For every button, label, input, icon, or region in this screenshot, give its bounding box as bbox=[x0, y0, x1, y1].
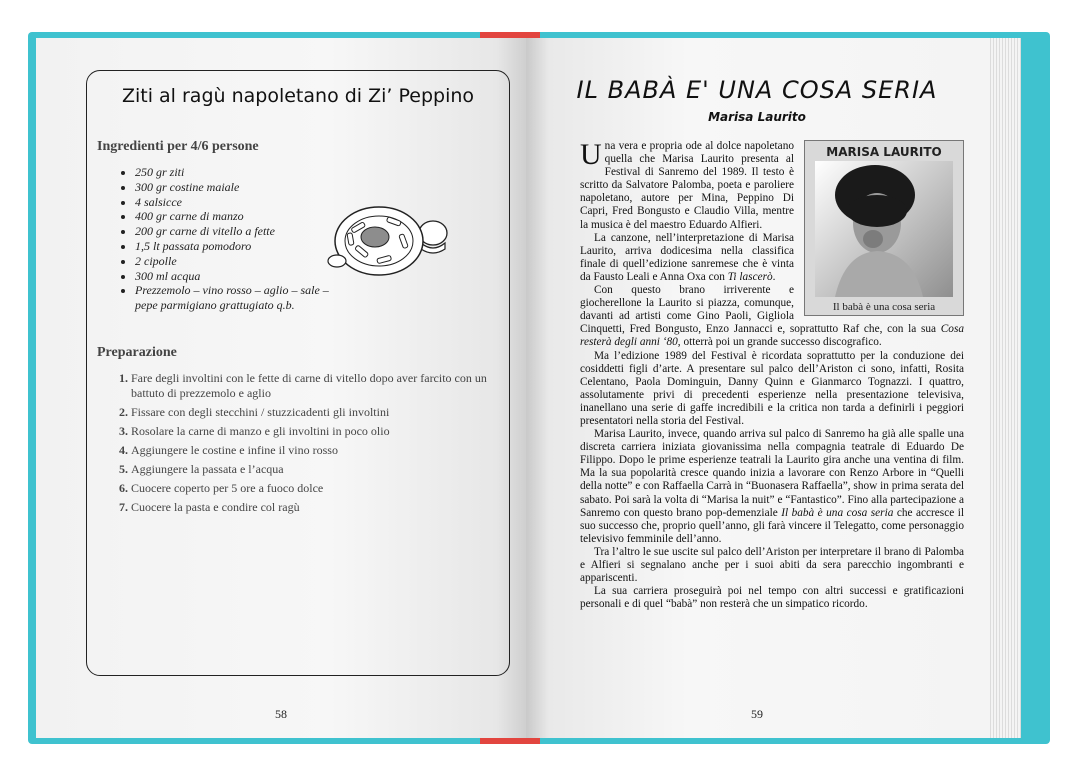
step-item: 1. Fare degli involtini con le fette di carne di vitello dopo aver farcito con un battuto di prezzemolo e aglio bbox=[131, 371, 491, 400]
preparation-steps bbox=[107, 371, 491, 519]
paragraph-6: Tra l’altro le sue uscite sul palco dell’Ariston per interpretare il brano di Palomba e Alfieri si segnalano anche per i suoi abiti da sera parecchio ingombranti e appariscenti. bbox=[580, 545, 964, 585]
ingredient-item: • 300 ml acqua bbox=[135, 269, 335, 284]
photo-caption: Il babà è una cosa seria bbox=[832, 301, 936, 313]
step-item: 3. Rosolare la carne di manzo e gli involtini in poco olio bbox=[131, 424, 491, 439]
step-item: 2. Fissare con degli stecchini / stuzzicadenti gli involtini bbox=[131, 405, 491, 420]
ingredient-item: • 400 gr carne di manzo bbox=[135, 209, 335, 224]
paragraph-text: Con questo brano irriverente e giocherellone la Laurito si piazza, comunque, davanti ad artisti come Gino Paoli, Gigliola Cinquetti, Fred Bongusto, Enzo Jannacci e, soprattutto Raf che, con la sua bbox=[580, 284, 941, 336]
step-item: 7. Cuocere la pasta e condire col ragù bbox=[131, 500, 491, 515]
ingredient-item: • 4 salsicce bbox=[135, 195, 335, 210]
step-item: 4. Aggiungere le costine e infine il vino rosso bbox=[131, 443, 491, 458]
dropcap: U bbox=[580, 138, 602, 171]
paragraph-text: Marisa Laurito, invece, quando arriva sul palco di Sanremo ha già alle spalle una discreta carriera iniziata giovanissima nella compagnia teatrale di Eduardo De Filippo. Dopo le prime esperienze teatrali la Laurito gira anche una ventina di film. Ma la sua popolarità cresce quando inizia a lavorare con Renzo Arbore in “Quelli della notte” e con Raffaella Carrà in “Buonasera Raffaella”, show in prima serata del sabato. Poi sarà la volta di “Marisa la nuit” e “Fantastico”. Fino alla partecipazione a Sanremo con questo brano pop-demenziale bbox=[580, 428, 964, 519]
ingredient-item: • 200 gr carne di vitello a fette bbox=[135, 224, 335, 239]
page-number-left: 58 bbox=[275, 707, 287, 721]
ingredients-heading: Ingredienti per 4/6 persone bbox=[97, 139, 259, 154]
paragraph-text: che accresce il suo successo che, proprio quell’anno, gli farà vincere il Telegatto, come personaggio televisivo femminile dell’anno. bbox=[580, 506, 964, 545]
recipe-box bbox=[86, 70, 510, 676]
paragraph-text: . bbox=[772, 270, 776, 283]
ingredient-item: • Prezzemolo – vino rosso – aglio – sale – pepe parmigiano grattugiato q.b. bbox=[135, 283, 335, 313]
step-item: 5. Aggiungere la passata e l’acqua bbox=[131, 462, 491, 477]
right-page bbox=[526, 38, 988, 738]
recipe-title: Ziti al ragù napoletano di Zi’ Peppino bbox=[121, 85, 475, 107]
step-item: 6. Cuocere coperto per 5 ore a fuoco dolce bbox=[131, 481, 491, 496]
paragraph-text: La canzone, nell’interpretazione di Marisa Laurito, arriva dodicesima nella classifica finale di quell’edizione sanremese che è vinta da Fausto Leali e Anna Oxa con bbox=[580, 231, 794, 283]
article-body bbox=[580, 140, 964, 611]
song-title: Cosa resterà degli anni ‘80 bbox=[580, 323, 964, 349]
ingredient-item: • 300 gr costine maiale bbox=[135, 180, 335, 195]
left-page bbox=[36, 38, 526, 738]
ingredient-item: • 1,5 lt passata pomodoro bbox=[135, 239, 335, 254]
paragraph-5 bbox=[580, 428, 964, 546]
paragraph-7: La sua carriera proseguirà poi nel tempo con altri successi e gratificazioni personali e di quel “babà” non resterà che un simpatico ricordo. bbox=[580, 585, 964, 611]
photo-spacer bbox=[794, 140, 964, 322]
paragraph-text: na vera e propria ode al dolce napoletano quella che Marisa Laurito presenta al Festival di Sanremo del 1989. Il testo è scritto da Salvatore Palomba, poeta e paroliere napoletano, autore per Mina, Peppino Di Capri, Fred Bongusto e Claudio Villa, mentre la musica è del maestro Eduardo Alfieri. bbox=[580, 140, 794, 231]
song-title: Ti lascerò bbox=[727, 270, 773, 283]
song-title: Il babà è una cosa seria bbox=[781, 506, 894, 519]
page-edges bbox=[985, 38, 1021, 738]
ingredient-item: • 2 cipolle bbox=[135, 254, 335, 269]
paragraph-text: , otterrà poi un grande successo discografico. bbox=[677, 336, 882, 349]
page-number-right: 59 bbox=[751, 707, 763, 721]
article-title: IL BABÀ E' UNA COSA SERIA bbox=[576, 76, 938, 104]
ingredient-item: • 250 gr ziti bbox=[135, 165, 335, 180]
pasta-plate-icon bbox=[325, 199, 453, 281]
paragraph-4: Ma l’edizione 1989 del Festival è ricordata soprattutto per la conduzione dei cosiddetti figli d’arte. A presentare sul palco dell’Ariston ci sono, infatti, Rosita Celentano, Paola Dominguin, Danny Quinn e Gianmarco Tognazzi. I quattro, assolutamente privi di precedenti esperienze nella presentazione televisiva, inanellano una serie di gaffe incredibili e la critica non tarda a definirli i peggiori presentatori nella storia del Festival. bbox=[580, 349, 964, 427]
preparation-heading: Preparazione bbox=[97, 345, 177, 360]
article-author: Marisa Laurito bbox=[708, 110, 806, 124]
ingredients-list bbox=[115, 165, 335, 313]
photo-name: MARISA LAURITO bbox=[826, 145, 942, 159]
